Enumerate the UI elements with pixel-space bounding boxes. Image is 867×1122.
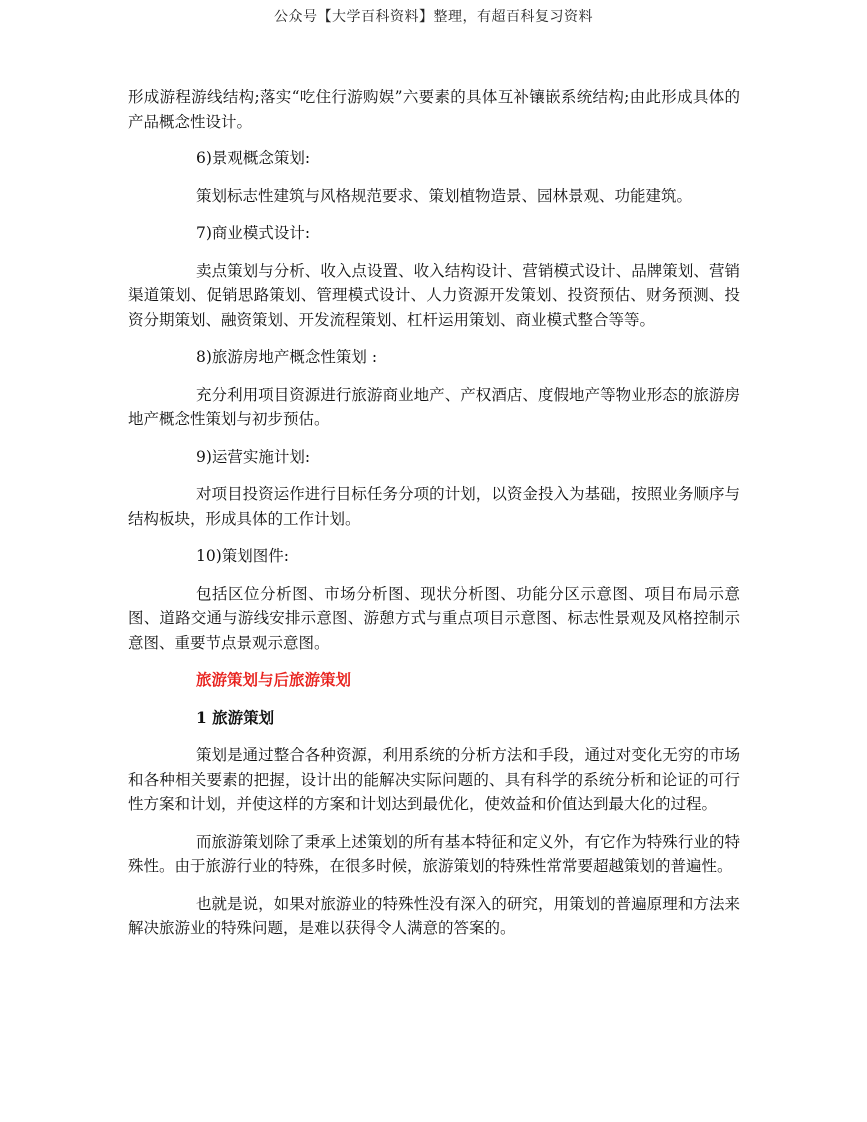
page-header: 公众号【大学百科资料】整理，有超百科复习资料 [274,9,593,25]
paragraph-planning-drawings: 包括区位分析图、市场分析图、现状分析图、功能分区示意图、项目布局示意图、道路交通与游线安排示意图、游憩方式与重点项目示意图、标志性景观及风格控制示意图、重要节点景观示意图。 [128,584,740,652]
paragraph-product-concept: 形成游程游线结构;落实“吃住行游购娱”六要素的具体互补镶嵌系统结构;由此形成具体的产品概念性设计。 [128,88,740,131]
paragraph-operation-plan: 对项目投资运作进行目标任务分项的计划，以资金投入为基础，按照业务顺序与结构板块，形成具体的工作计划。 [128,485,740,528]
paragraph-tourism-planning-specificity: 而旅游策划除了秉承上述策划的所有基本特征和定义外，有它作为特殊行业的特殊性。由于旅游行业的特殊，在很多时候，旅游策划的特殊性常常要超越策划的普遍性。 [128,832,740,875]
section-title: 旅游策划与后旅游策划 [196,670,352,689]
paragraph-landscape-concept: 策划标志性建筑与风格规范要求、策划植物造景、园林景观、功能建筑。 [196,186,693,205]
heading-operation-plan: 9)运营实施计划: [196,447,311,466]
paragraph-conclusion: 也就是说，如果对旅游业的特殊性没有深入的研究，用策划的普遍原理和方法来解决旅游业的特殊问题，是难以获得令人满意的答案的。 [128,894,740,937]
paragraph-business-model: 卖点策划与分析、收入点设置、收入结构设计、营销模式设计、品牌策划、营销渠道策划、促销思路策划、管理模式设计、人力资源开发策划、投资预估、财务预测、投资分期策划、融资策划、开发流程策划、杠杆运用策划、商业模式整合等等。 [128,261,740,329]
heading-landscape-concept: 6)景观概念策划: [196,149,311,167]
paragraph-planning-definition: 策划是通过整合各种资源，利用系统的分析方法和手段，通过对变化无穷的市场和各种相关要素的把握，设计出的能解决实际问题的、具有科学的系统分析和论证的可行性方案和计划，并使这样的方案和计划达到最优化，使效益和价值达到最大化的过程。 [128,746,740,813]
heading-tourism-real-estate: 8)旅游房地产概念性策划 : [196,348,378,366]
heading-planning-drawings: 10)策划图件: [196,547,289,565]
subsection-title: 1 旅游策划 [196,707,275,727]
document-body [128,85,740,941]
heading-business-model: 7)商业模式设计: [196,224,311,242]
paragraph-tourism-real-estate: 充分利用项目资源进行旅游商业地产、产权酒店、度假地产等物业形态的旅游房地产概念性策划与初步预估。 [128,385,740,428]
